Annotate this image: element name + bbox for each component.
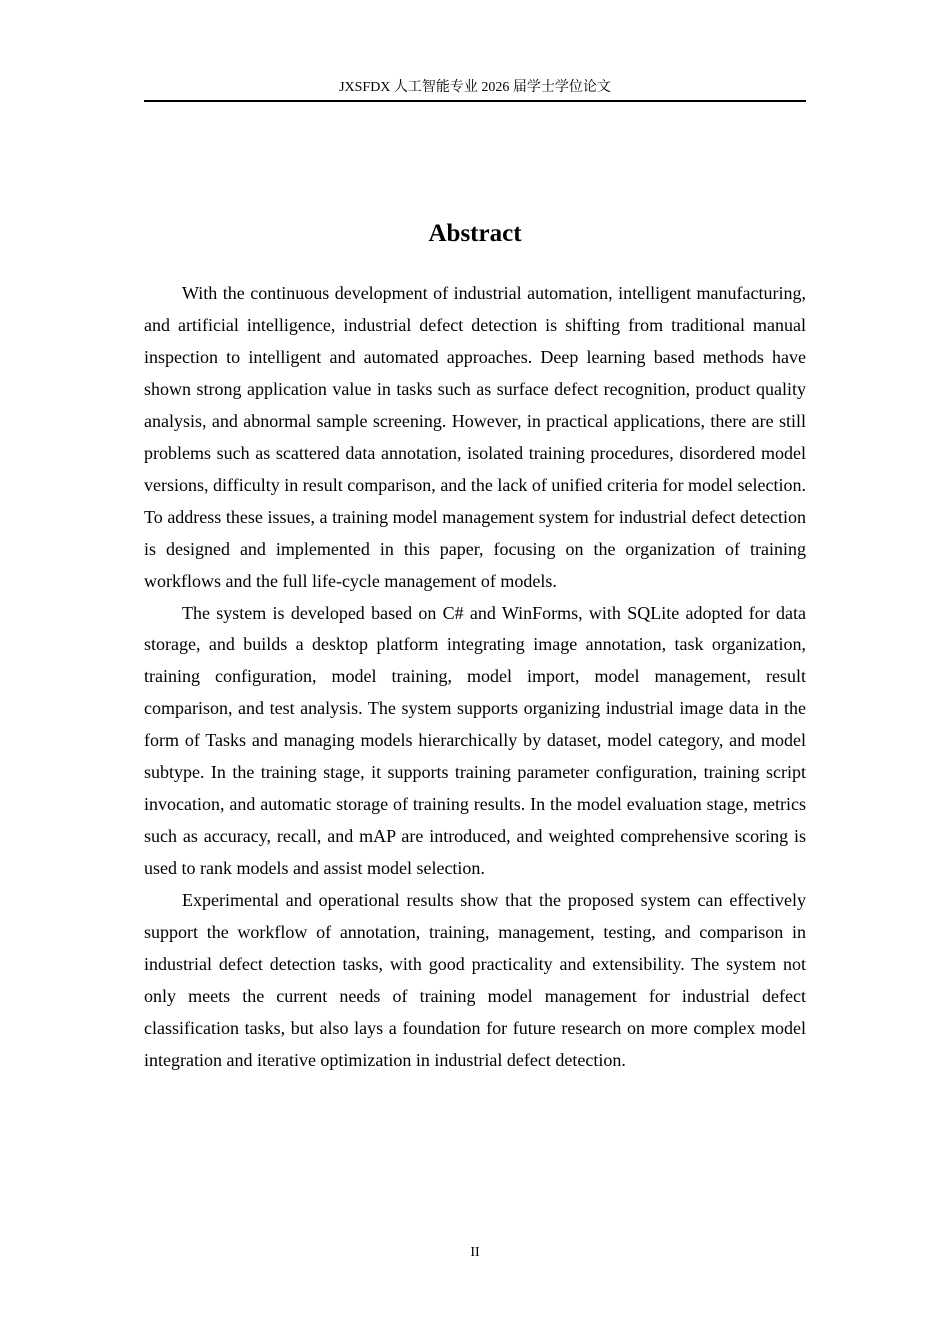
page-number: II	[470, 1245, 480, 1260]
abstract-paragraph-2: The system is developed based on C# and WinForms, with SQLite adopted for data storage, and builds a desktop platform integrating image annotation, task organization, training configuration, model training, model import, model management, result comparison, and test analysis. The system supports organizing industrial image data in the form of Tasks and managing models hierarchically by dataset, model category, and model subtype. In the training stage, it supports training parameter configuration, training script invocation, and automatic storage of training results. In the model evaluation stage, metrics such as accuracy, recall, and mAP are introduced, and weighted comprehensive scoring is used to rank models and assist model selection.	[144, 602, 806, 879]
running-header: JXSFDX 人工智能专业 2026 届学士学位论文	[144, 78, 806, 102]
abstract-body	[144, 278, 806, 1077]
abstract-title: Abstract	[428, 220, 522, 247]
abstract-paragraph-3: Experimental and operational results show that the proposed system can effectively support the workflow of annotation, training, management, testing, and comparison in industrial defect detection tasks, with good practicality and extensibility. The system not only meets the current needs of training model management for industrial defect classification tasks, but also lays a foundation for future research on more complex model integration and iterative optimization in industrial defect detection.	[144, 890, 806, 1070]
abstract-paragraph-1: With the continuous development of industrial automation, intelligent manufacturing, and artificial intelligence, industrial defect detection is shifting from traditional manual inspection to intelligent and automated approaches. Deep learning based methods have shown strong application value in tasks such as surface defect recognition, product quality analysis, and abnormal sample screening. However, in practical applications, there are still problems such as scattered data annotation, isolated training procedures, disordered model versions, difficulty in result comparison, and the lack of unified criteria for model selection. To address these issues, a training model management system for industrial defect detection is designed and implemented in this paper, focusing on the organization of training workflows and the full life-cycle management of models.	[144, 283, 806, 591]
